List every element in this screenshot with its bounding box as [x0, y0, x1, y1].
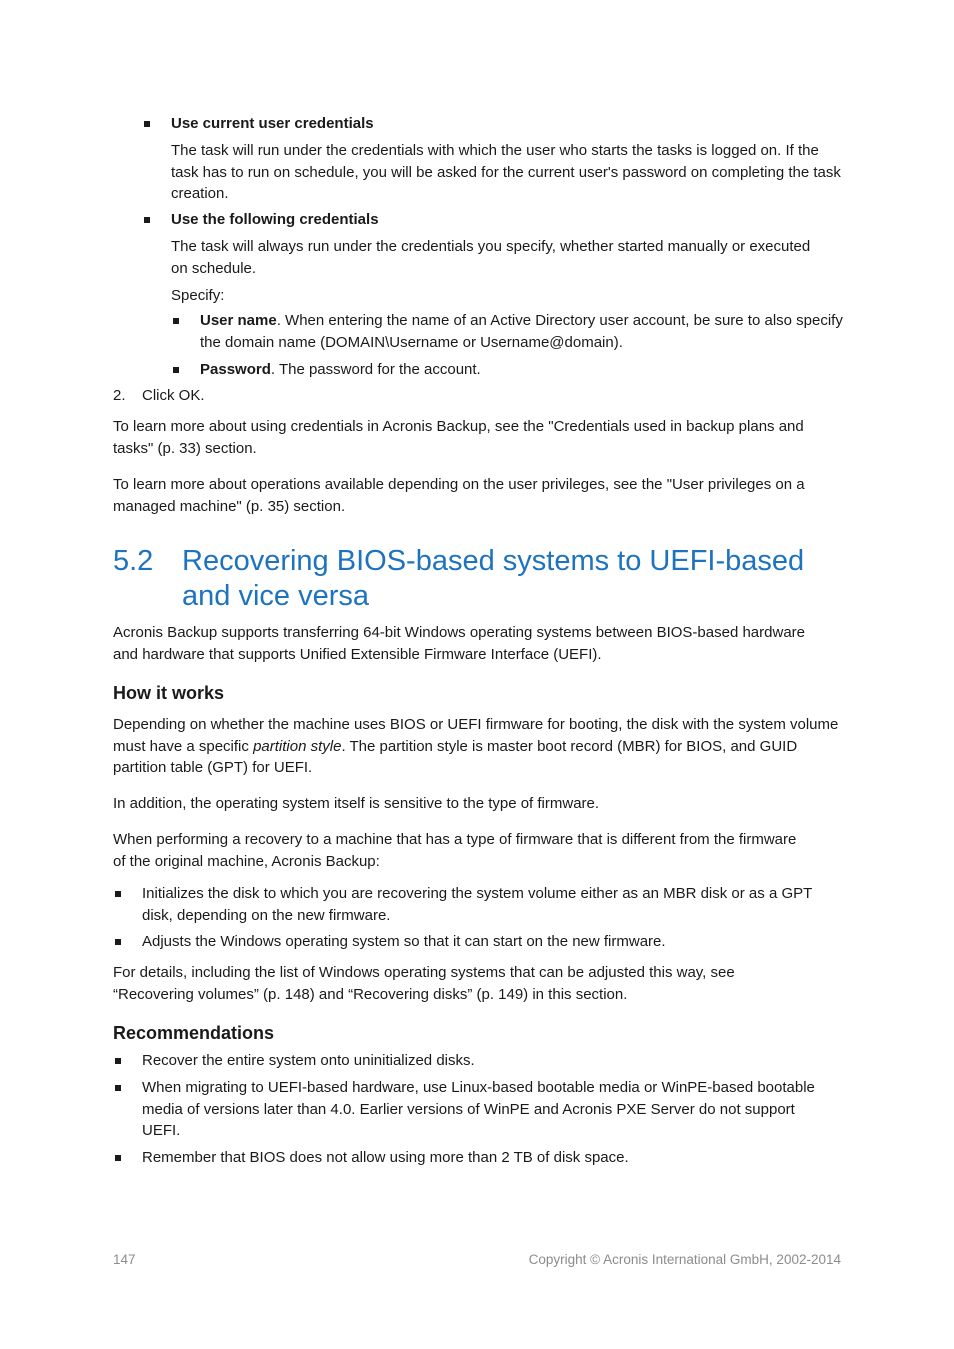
- bullet-icon: [115, 891, 121, 897]
- recommendations-heading: Recommendations: [113, 1023, 275, 1043]
- option-use-following-credentials-desc: The task will always run under the credentials you specify, whether started manually or executed on schedule.: [171, 238, 811, 277]
- option-use-current-credentials-label: Use current user credentials: [171, 115, 374, 132]
- step-number: 2.: [113, 387, 126, 404]
- page-number: 147: [113, 1252, 136, 1267]
- bullet-icon: [115, 1155, 121, 1161]
- list-item: Adjusts the Windows operating system so that it can start on the new firmware.: [142, 933, 666, 950]
- list-item: Remember that BIOS does not allow using more than 2 TB of disk space.: [142, 1149, 629, 1166]
- bullet-icon: [173, 318, 179, 324]
- bullet-icon: [173, 367, 179, 373]
- paragraph-privileges-link: To learn more about operations available depending on the user privileges, see the "User privileges on a managed machine" (p. 35) section.: [113, 476, 805, 515]
- bullet-icon: [144, 121, 150, 127]
- sub-option-user-name: [200, 310, 845, 353]
- bullet-icon: [115, 1085, 121, 1091]
- password-label: Password: [200, 361, 271, 378]
- how-it-works-paragraph-3: When performing a recovery to a machine that has a type of firmware that is different from the firmware of the original machine, Acronis Backup:: [113, 831, 797, 870]
- how-it-works-paragraph-4: For details, including the list of Windows operating systems that can be adjusted this way, see “Recovering volumes” (p. 148) and “Recovering disks” (p. 149) in this section.: [113, 964, 735, 1003]
- p1-emphasis: partition style: [253, 737, 342, 755]
- bullet-icon: [144, 217, 150, 223]
- section-title: Recovering BIOS-based systems to UEFI-based and vice versa: [182, 545, 805, 612]
- list-item: When migrating to UEFI-based hardware, use Linux-based bootable media or WinPE-based bootable media of versions later than 4.0. Earlier versions of WinPE and Acronis PXE Server do not support UEFI.: [142, 1079, 815, 1139]
- how-it-works-heading: How it works: [113, 683, 225, 703]
- user-name-label: User name: [200, 312, 277, 329]
- step-text: Click OK.: [142, 387, 205, 404]
- option-use-current-credentials-desc: The task will run under the credentials with which the user who starts the tasks is logged on. If the task has to run on schedule, you will be asked for the current user's password on completing the task creation.: [171, 142, 841, 202]
- copyright-notice: Copyright © Acronis International GmbH, 2002-2014: [528, 1252, 841, 1267]
- how-it-works-paragraph-1: [113, 714, 843, 779]
- section-number: 5.2: [113, 545, 154, 577]
- password-text: . The password for the account.: [270, 361, 481, 378]
- list-item: Initializes the disk to which you are recovering the system volume either as an MBR disk or as a GPT disk, depending on the new firmware.: [142, 885, 813, 924]
- sub-option-password: [200, 359, 845, 381]
- user-name-text: . When entering the name of an Active Directory user account, be sure to also specify the domain name (DOMAIN\Username or Username@domain).: [200, 312, 843, 351]
- specify-label: Specify:: [171, 287, 225, 304]
- how-it-works-paragraph-2: In addition, the operating system itself is sensitive to the type of firmware.: [113, 795, 600, 812]
- paragraph-credentials-link: To learn more about using credentials in Acronis Backup, see the "Credentials used in backup plans and tasks" (p. 33) section.: [113, 418, 804, 457]
- bullet-icon: [115, 1058, 121, 1064]
- p1-start: Depending on whether the machine uses BIOS or UEFI firmware for booting, the disk with the system volume must have a specific: [113, 716, 839, 755]
- section-intro: Acronis Backup supports transferring 64-bit Windows operating systems between BIOS-based hardware and hardware that supports Unified Extensible Firmware Interface (UEFI).: [113, 624, 805, 663]
- list-item: Recover the entire system onto uninitialized disks.: [142, 1052, 475, 1069]
- bullet-icon: [115, 939, 121, 945]
- option-use-following-credentials-label: Use the following credentials: [171, 211, 379, 228]
- p1-end: . The partition style is master boot record (MBR) for BIOS, and GUID partition table (GPT) for UEFI.: [113, 737, 798, 776]
